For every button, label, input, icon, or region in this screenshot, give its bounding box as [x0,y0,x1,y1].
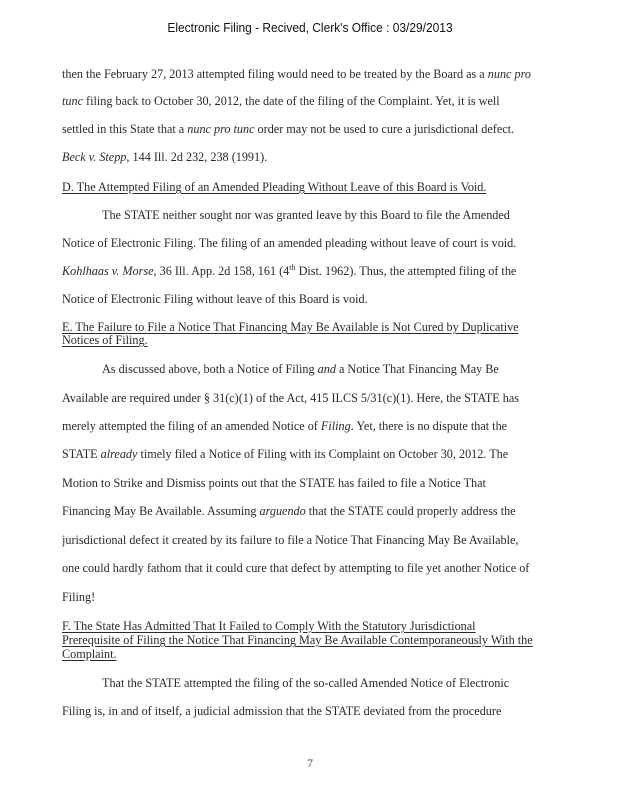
section-heading-f-line-1: F. The State Has Admitted That It Failed to Comply With the Statutory Jurisdictional [62,619,476,633]
p3-line-9: Filing! [62,590,96,604]
p3-line-5: Motion to Strike and Dismiss points out that the STATE has failed to file a Notice That [62,476,486,490]
p3-line-4 [62,447,562,461]
p4-line-2: Filing is, in and of itself, a judicial admission that the STATE deviated from the procedure [62,704,502,718]
section-heading-e-line-1: E. The Failure to File a Notice That Financing May Be Available is Not Cured by Duplicative [62,320,519,334]
italic-term: and [317,362,336,376]
text: a Notice That Financing May Be [335,362,499,376]
p4-line-1: That the STATE attempted the filing of the so-called Amended Notice of Electronic [102,676,510,690]
page-number: 7 [307,756,313,770]
p3-line-8: one could hardly fathom that it could cure that defect by attempting to file yet another Notice of [62,561,530,575]
filing-stamp-header: Electronic Filing - Recived, Clerk's Office : 03/29/2013 [167,20,453,35]
p2-line-1: The STATE neither sought nor was granted leave by this Board to file the Amended [102,208,510,222]
section-heading-d: D. The Attempted Filing of an Amended Pleading Without Leave of this Board is Void. [62,180,487,194]
text: timely filed a Notice of Filing with its Complaint on October 30, 2012. The [137,447,509,461]
italic-term: nunc pro tunc [187,122,255,136]
text: filing back to October 30, 2012, the date of the filing of the Complaint. Yet, it is well [82,94,500,108]
p2-line-3 [62,264,562,278]
text: order may not be used to cure a jurisdictional defect. [254,122,515,136]
superscript: th [289,264,296,272]
p3-line-2: Available are required under § 31(c)(1) of the Act, 415 ILCS 5/31(c)(1). Here, the STATE has [62,391,520,405]
text: Financing May Be Available. Assuming [62,504,260,518]
section-heading-f-line-3: Complaint. [62,647,117,661]
p1-line-2 [62,94,562,108]
text: that the STATE could properly address the [305,504,516,518]
section-heading-e-line-2: Notices of Filing. [62,333,148,347]
italic-term: arguendo [259,504,306,518]
case-citation: Kohlhaas v. Morse [62,264,154,278]
text: then the February 27, 2013 attempted filing would need to be treated by the Board as a [62,67,488,81]
p1-line-1 [62,67,562,81]
p1-line-3 [62,122,562,136]
p1-line-4 [62,150,562,164]
italic-term: nunc pro [487,67,531,81]
italic-term: tunc [62,94,83,108]
text: , 36 Ill. App. 2d 158, 161 (4 [153,264,290,278]
text: merely attempted the filing of an amended Notice of [62,419,321,433]
p2-line-2: Notice of Electronic Filing. The filing of an amended pleading without leave of court is void. [62,236,517,250]
case-citation: Beck v. Stepp [62,150,127,164]
text: . Yet, there is no dispute that the [350,419,508,433]
text: STATE [62,447,101,461]
italic-term: already [100,447,138,461]
p3-line-1 [102,362,562,376]
p3-line-6 [62,504,562,518]
text: Dist. 1962). Thus, the attempted filing of the [295,264,517,278]
p3-line-3 [62,419,562,433]
text: As discussed above, both a Notice of Filing [102,362,318,376]
section-heading-f-line-2: Prerequisite of Filing the Notice That Financing May Be Available Contemporaneously With the [62,633,533,647]
italic-term: Filing [320,419,351,433]
p3-line-7: jurisdictional defect it created by its failure to file a Notice That Financing May Be Available, [62,533,519,547]
text: settled in this State that a [62,122,188,136]
text: , 144 Ill. 2d 232, 238 (1991). [126,150,268,164]
p2-line-4: Notice of Electronic Filing without leave of this Board is void. [62,292,368,306]
